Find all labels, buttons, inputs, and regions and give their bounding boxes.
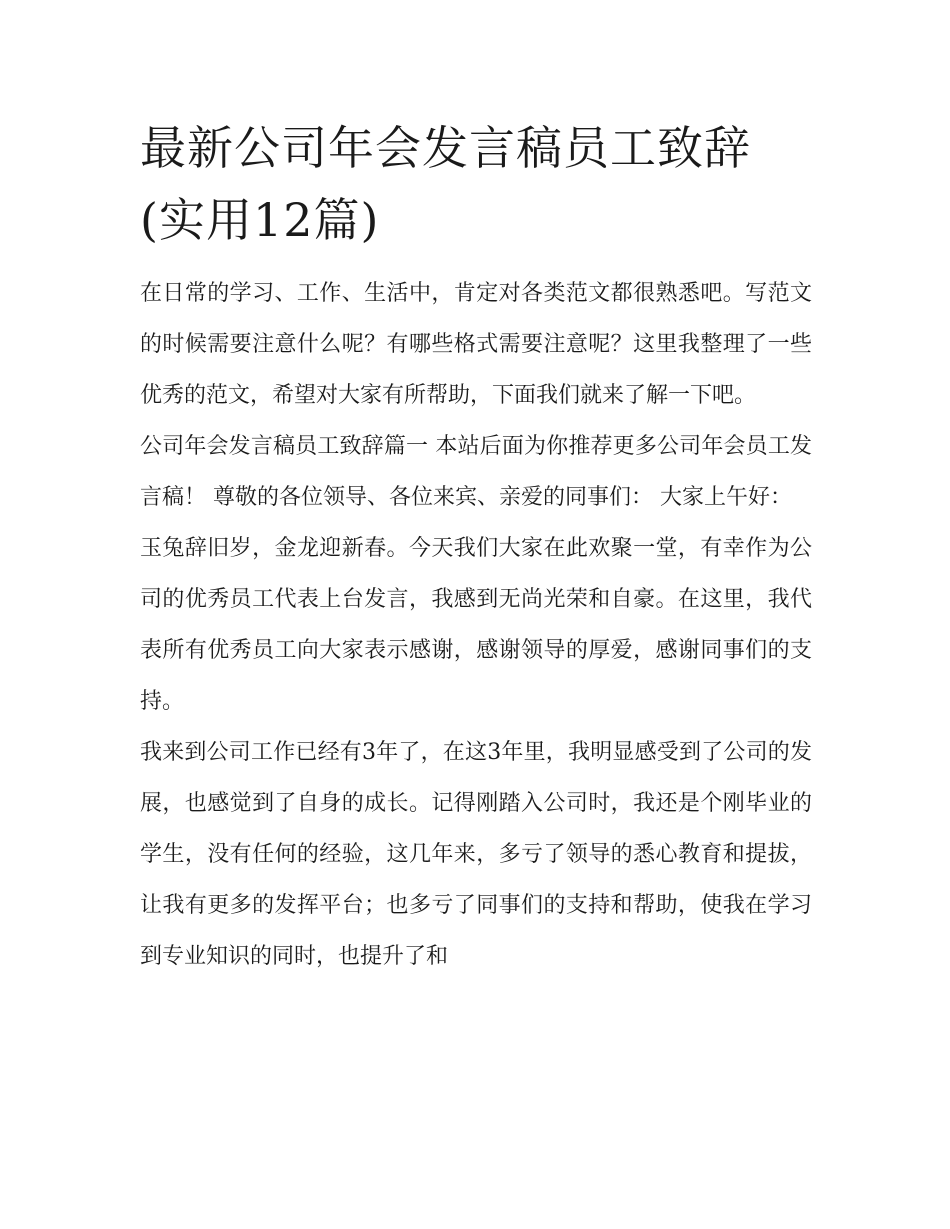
paragraph-greeting: 公司年会发言稿员工致辞篇一 本站后面为你推荐更多公司年会员工发言稿！ 尊敬的各位领导、各位来宾、亲爱的同事们： 大家上午好： bbox=[140, 434, 812, 510]
document-title: 最新公司年会发言稿员工致辞(实用12篇) bbox=[140, 121, 751, 247]
paragraph-intro: 在日常的学习、工作、生活中，肯定对各类范文都很熟悉吧。写范文的时候需要注意什么呢？有哪些格式需要注意呢？这里我整理了一些优秀的范文，希望对大家有所帮助，下面我们就来了解一下吧。 bbox=[140, 281, 812, 408]
paragraph-growth: 我来到公司工作已经有3年了，在这3年里，我明显感受到了公司的发展，也感觉到了自身的成长。记得刚踏入公司时，我还是个刚毕业的学生，没有任何的经验，这几年来，多亏了领导的悉心教育和提拔，让我有更多的发挥平台；也多亏了同事们的支持和帮助，使我在学习到专业知识的同时，也提升了和 bbox=[140, 740, 812, 969]
paragraph-new-year: 玉兔辞旧岁，金龙迎新春。今天我们大家在此欢聚一堂，有幸作为公司的优秀员工代表上台发言，我感到无尚光荣和自豪。在这里，我代表所有优秀员工向大家表示感谢，感谢领导的厚爱，感谢同事们的支持。 bbox=[140, 536, 812, 714]
document-page bbox=[140, 112, 820, 982]
